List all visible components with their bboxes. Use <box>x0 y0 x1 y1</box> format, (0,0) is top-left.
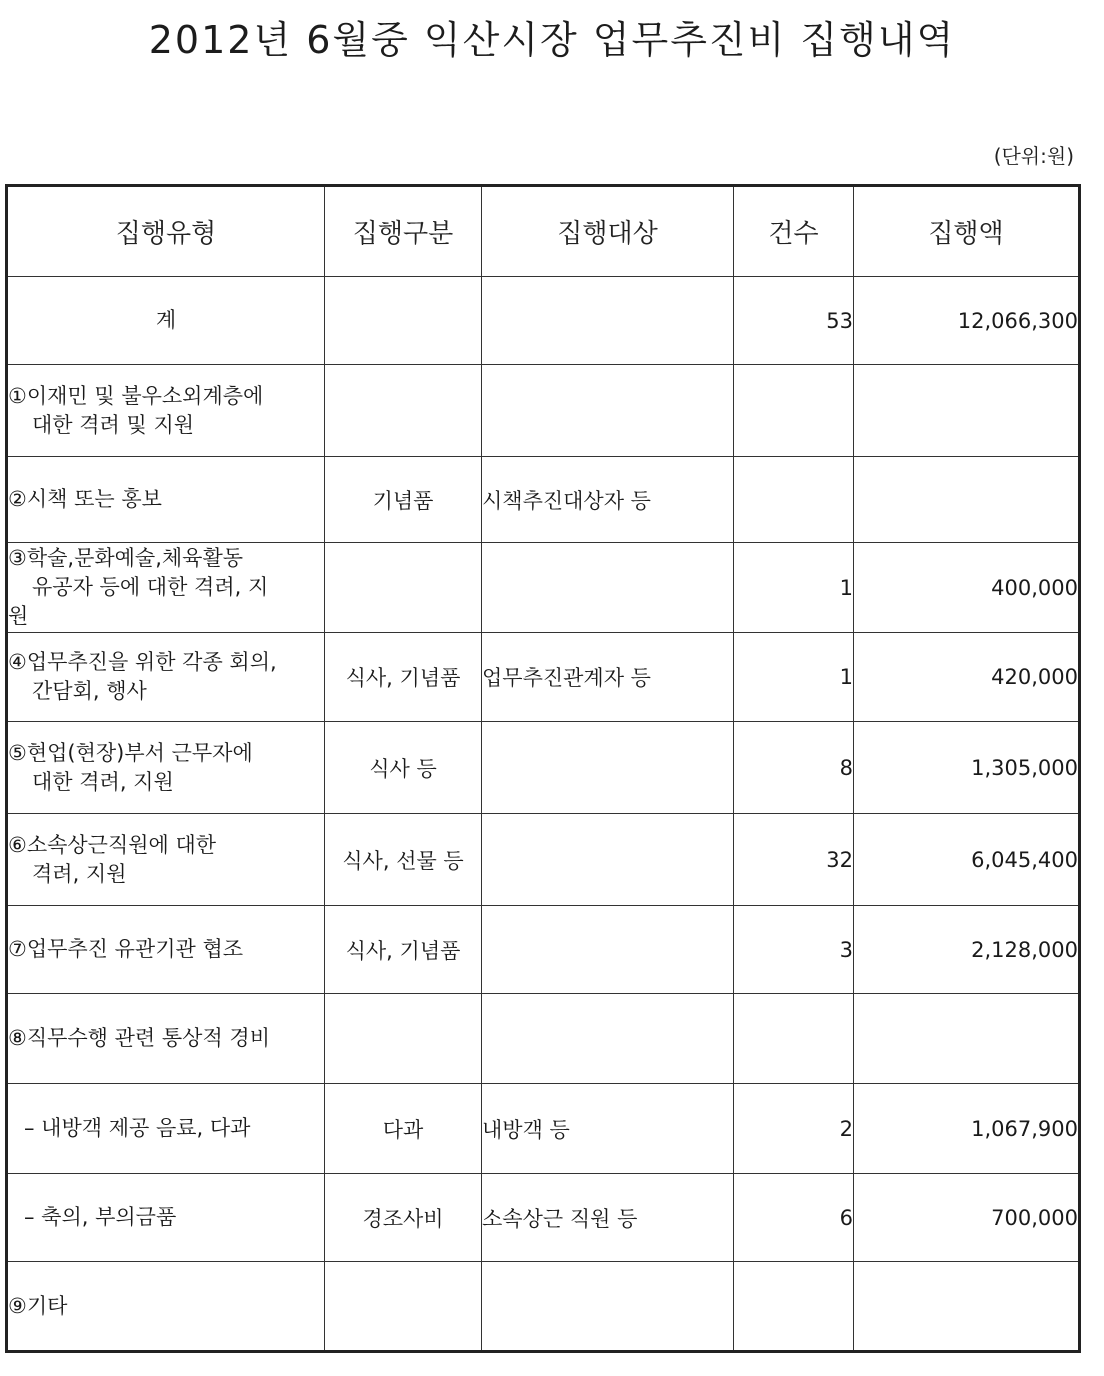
type-line-1: ⑧직무수행 관련 통상적 경비 <box>8 1026 270 1050</box>
cell-count <box>734 1262 854 1352</box>
cell-type <box>7 365 325 457</box>
cell-count <box>734 457 854 543</box>
type-line-1: – 축의, 부의금품 <box>24 1205 177 1229</box>
cell-target <box>482 543 734 633</box>
cell-type <box>7 994 325 1084</box>
cell-type <box>7 457 325 543</box>
cell-count: 53 <box>734 277 854 365</box>
table-row <box>7 722 1080 814</box>
cell-amount <box>854 994 1080 1084</box>
cell-target <box>482 722 734 814</box>
table-row <box>7 543 1080 633</box>
header-amount: 집행액 <box>854 186 1080 277</box>
cell-amount: 420,000 <box>854 633 1080 722</box>
type-line-1: ③학술,문화예술,체육활동 <box>8 546 244 570</box>
cell-division <box>325 365 482 457</box>
cell-count: 1 <box>734 543 854 633</box>
cell-count: 3 <box>734 906 854 994</box>
type-line-2: 대한 격려 및 지원 <box>32 412 195 437</box>
cell-type <box>7 633 325 722</box>
cell-division: 식사, 기념품 <box>325 906 482 994</box>
cell-division: 식사 등 <box>325 722 482 814</box>
header-type: 집행유형 <box>7 186 325 277</box>
table-row <box>7 1262 1080 1352</box>
cell-division <box>325 994 482 1084</box>
cell-type <box>7 1174 325 1262</box>
table-row <box>7 814 1080 906</box>
cell-amount <box>854 365 1080 457</box>
cell-type <box>7 722 325 814</box>
cell-target: 시책추진대상자 등 <box>482 457 734 543</box>
cell-amount: 400,000 <box>854 543 1080 633</box>
cell-type <box>7 543 325 633</box>
cell-type <box>7 814 325 906</box>
cell-count: 6 <box>734 1174 854 1262</box>
header-count: 건수 <box>734 186 854 277</box>
type-line-1: ①이재민 및 불우소외계층에 <box>8 383 264 408</box>
cell-amount: 12,066,300 <box>854 277 1080 365</box>
type-line-1: ⑦업무추진 유관기관 협조 <box>8 937 244 961</box>
cell-count: 8 <box>734 722 854 814</box>
header-target: 집행대상 <box>482 186 734 277</box>
table-row <box>7 1084 1080 1174</box>
type-line-1: ⑨기타 <box>8 1293 68 1318</box>
unit-label: (단위:원) <box>993 144 1074 168</box>
expense-table <box>5 184 1081 1353</box>
cell-type <box>7 1262 325 1352</box>
cell-count: 1 <box>734 633 854 722</box>
cell-division: 식사, 기념품 <box>325 633 482 722</box>
cell-division: 식사, 선물 등 <box>325 814 482 906</box>
cell-target <box>482 994 734 1084</box>
type-line-1: – 내방객 제공 음료, 다과 <box>24 1116 251 1140</box>
cell-division <box>325 277 482 365</box>
cell-type <box>7 277 325 365</box>
cell-count: 2 <box>734 1084 854 1174</box>
cell-target: 내방객 등 <box>482 1084 734 1174</box>
table-row <box>7 365 1080 457</box>
cell-division <box>325 1262 482 1352</box>
type-line-1: ⑤현업(현장)부서 근무자에 <box>8 740 253 765</box>
document-title: 2012년 6월중 익산시장 업무추진비 집행내역 <box>148 18 956 62</box>
type-line-1: ②시책 또는 홍보 <box>8 487 162 511</box>
table-row <box>7 994 1080 1084</box>
cell-amount: 1,067,900 <box>854 1084 1080 1174</box>
cell-target <box>482 814 734 906</box>
cell-division: 기념품 <box>325 457 482 543</box>
cell-division: 경조사비 <box>325 1174 482 1262</box>
table-row <box>7 906 1080 994</box>
table-row <box>7 633 1080 722</box>
type-line-2: 대한 격려, 지원 <box>32 769 174 794</box>
cell-target <box>482 906 734 994</box>
cell-division <box>325 543 482 633</box>
cell-target <box>482 365 734 457</box>
cell-target <box>482 277 734 365</box>
type-line-1: ⑥소속상근직원에 대한 <box>8 832 217 857</box>
cell-amount: 2,128,000 <box>854 906 1080 994</box>
table-row-total <box>7 277 1080 365</box>
header-row <box>7 186 1080 277</box>
cell-amount: 6,045,400 <box>854 814 1080 906</box>
cell-division: 다과 <box>325 1084 482 1174</box>
cell-target: 업무추진관계자 등 <box>482 633 734 722</box>
type-line-1: 계 <box>155 308 177 332</box>
type-line-1: ④업무추진을 위한 각종 회의, <box>8 650 277 674</box>
cell-target <box>482 1262 734 1352</box>
header-division: 집행구분 <box>325 186 482 277</box>
type-line-2: 간담회, 행사 <box>32 679 147 703</box>
cell-amount: 700,000 <box>854 1174 1080 1262</box>
cell-count <box>734 994 854 1084</box>
cell-amount: 1,305,000 <box>854 722 1080 814</box>
cell-type <box>7 906 325 994</box>
cell-count <box>734 365 854 457</box>
cell-count: 32 <box>734 814 854 906</box>
cell-amount <box>854 1262 1080 1352</box>
type-line-2: 유공자 등에 대한 격려, 지 <box>32 575 269 599</box>
type-line-2: 격려, 지원 <box>32 861 127 886</box>
type-line-3: 원 <box>8 604 29 628</box>
cell-target: 소속상근 직원 등 <box>482 1174 734 1262</box>
cell-amount <box>854 457 1080 543</box>
table-row <box>7 457 1080 543</box>
table-row <box>7 1174 1080 1262</box>
cell-type <box>7 1084 325 1174</box>
